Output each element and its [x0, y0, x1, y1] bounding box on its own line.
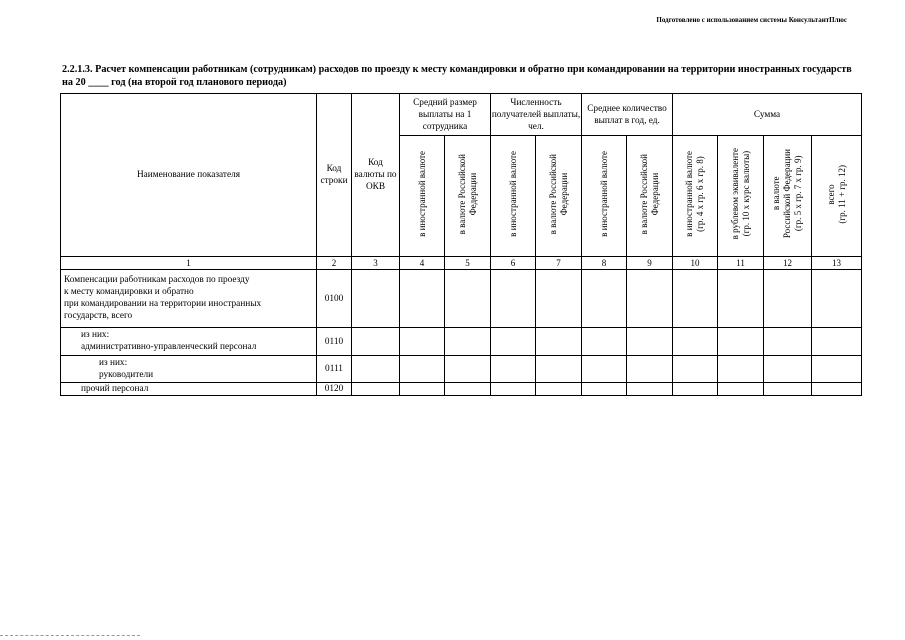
- value-cell[interactable]: [627, 270, 673, 328]
- value-cell[interactable]: [812, 356, 862, 383]
- value-cell[interactable]: [491, 383, 536, 396]
- table-row: [61, 328, 862, 356]
- page-header: Подготовлено с использованием системы КонсультантПлюс: [656, 16, 847, 24]
- value-cell[interactable]: [400, 270, 445, 328]
- value-cell[interactable]: [718, 383, 764, 396]
- value-cell[interactable]: [491, 328, 536, 356]
- column-number: 5: [445, 257, 491, 270]
- column-number: 4: [400, 257, 445, 270]
- value-cell[interactable]: [536, 328, 582, 356]
- column-number: 11: [718, 257, 764, 270]
- row-code: 0120: [317, 383, 352, 396]
- value-cell[interactable]: [582, 356, 627, 383]
- value-cell[interactable]: [673, 356, 718, 383]
- column-numbers-row: [61, 257, 862, 270]
- value-cell[interactable]: [764, 270, 812, 328]
- page-footer-divider: [0, 635, 140, 636]
- subheader-col8: в иностранной валюте: [582, 136, 627, 257]
- value-cell[interactable]: [352, 356, 400, 383]
- subheader-col7: в валюте Российской Федерации: [536, 136, 582, 257]
- value-cell[interactable]: [536, 383, 582, 396]
- row-name: из них: административно-управленческий персонал: [61, 328, 317, 356]
- row-code: 0110: [317, 328, 352, 356]
- value-cell[interactable]: [352, 383, 400, 396]
- report-table: [60, 93, 862, 396]
- header-row-code: Код строки: [317, 94, 352, 257]
- subheader-col11: в рублевом эквиваленте (гр. 10 х курс валюты): [718, 136, 764, 257]
- header-recipients: Численность получателей выплаты, чел.: [491, 94, 582, 136]
- row-name: из них: руководители: [61, 356, 317, 383]
- table-row: [61, 356, 862, 383]
- value-cell[interactable]: [673, 328, 718, 356]
- value-cell[interactable]: [582, 328, 627, 356]
- column-number: 8: [582, 257, 627, 270]
- subheader-col5: в валюте Российской Федерации: [445, 136, 491, 257]
- value-cell[interactable]: [627, 328, 673, 356]
- column-number: 1: [61, 257, 317, 270]
- value-cell[interactable]: [582, 383, 627, 396]
- column-number: 12: [764, 257, 812, 270]
- document-title: 2.2.1.3. Расчет компенсации работникам (сотрудникам) расходов по проезду к месту командировки и обратно при командировании на территории иностранных государств на 20 ____ год (на второй год планового периода): [62, 64, 852, 88]
- value-cell[interactable]: [627, 356, 673, 383]
- value-cell[interactable]: [491, 356, 536, 383]
- value-cell[interactable]: [445, 356, 491, 383]
- value-cell[interactable]: [352, 270, 400, 328]
- row-name: прочий персонал: [61, 383, 317, 396]
- value-cell[interactable]: [400, 383, 445, 396]
- value-cell[interactable]: [445, 270, 491, 328]
- subheader-col13: всего (гр. 11 + гр. 12): [812, 136, 862, 257]
- value-cell[interactable]: [764, 356, 812, 383]
- column-number: 9: [627, 257, 673, 270]
- value-cell[interactable]: [352, 328, 400, 356]
- value-cell[interactable]: [400, 328, 445, 356]
- value-cell[interactable]: [491, 270, 536, 328]
- subheader-col4: в иностранной валюте: [400, 136, 445, 257]
- subheader-col10: в иностранной валюте (гр. 4 х гр. 6 х гр. 8): [673, 136, 718, 257]
- value-cell[interactable]: [764, 328, 812, 356]
- header-name: Наименование показателя: [61, 94, 317, 257]
- value-cell[interactable]: [582, 270, 627, 328]
- row-name: Компенсации работникам расходов по проезду к месту командировки и обратно при командировании на территории иностранных государств, всего: [61, 270, 317, 328]
- table-row: [61, 270, 862, 328]
- subheader-col6: в иностранной валюте: [491, 136, 536, 257]
- column-number: 2: [317, 257, 352, 270]
- header-avg-payment: Средний размер выплаты на 1 сотрудника: [400, 94, 491, 136]
- column-number: 3: [352, 257, 400, 270]
- value-cell[interactable]: [718, 270, 764, 328]
- subheader-col12: в валюте Российской Федерации (гр. 5 х гр. 7 х гр. 9): [764, 136, 812, 257]
- value-cell[interactable]: [812, 383, 862, 396]
- row-code: 0100: [317, 270, 352, 328]
- column-number: 7: [536, 257, 582, 270]
- value-cell[interactable]: [673, 383, 718, 396]
- value-cell[interactable]: [445, 383, 491, 396]
- table-row: [61, 383, 862, 396]
- value-cell[interactable]: [400, 356, 445, 383]
- column-number: 13: [812, 257, 862, 270]
- value-cell[interactable]: [445, 328, 491, 356]
- value-cell[interactable]: [764, 383, 812, 396]
- column-number: 6: [491, 257, 536, 270]
- value-cell[interactable]: [536, 356, 582, 383]
- subheader-col9: в валюте Российской Федерации: [627, 136, 673, 257]
- value-cell[interactable]: [718, 328, 764, 356]
- header-currency-code: Код валюты по ОКВ: [352, 94, 400, 257]
- column-number: 10: [673, 257, 718, 270]
- value-cell[interactable]: [812, 328, 862, 356]
- value-cell[interactable]: [812, 270, 862, 328]
- header-avg-count: Среднее количество выплат в год, ед.: [582, 94, 673, 136]
- value-cell[interactable]: [718, 356, 764, 383]
- value-cell[interactable]: [673, 270, 718, 328]
- value-cell[interactable]: [627, 383, 673, 396]
- header-sum: Сумма: [673, 94, 862, 136]
- value-cell[interactable]: [536, 270, 582, 328]
- row-code: 0111: [317, 356, 352, 383]
